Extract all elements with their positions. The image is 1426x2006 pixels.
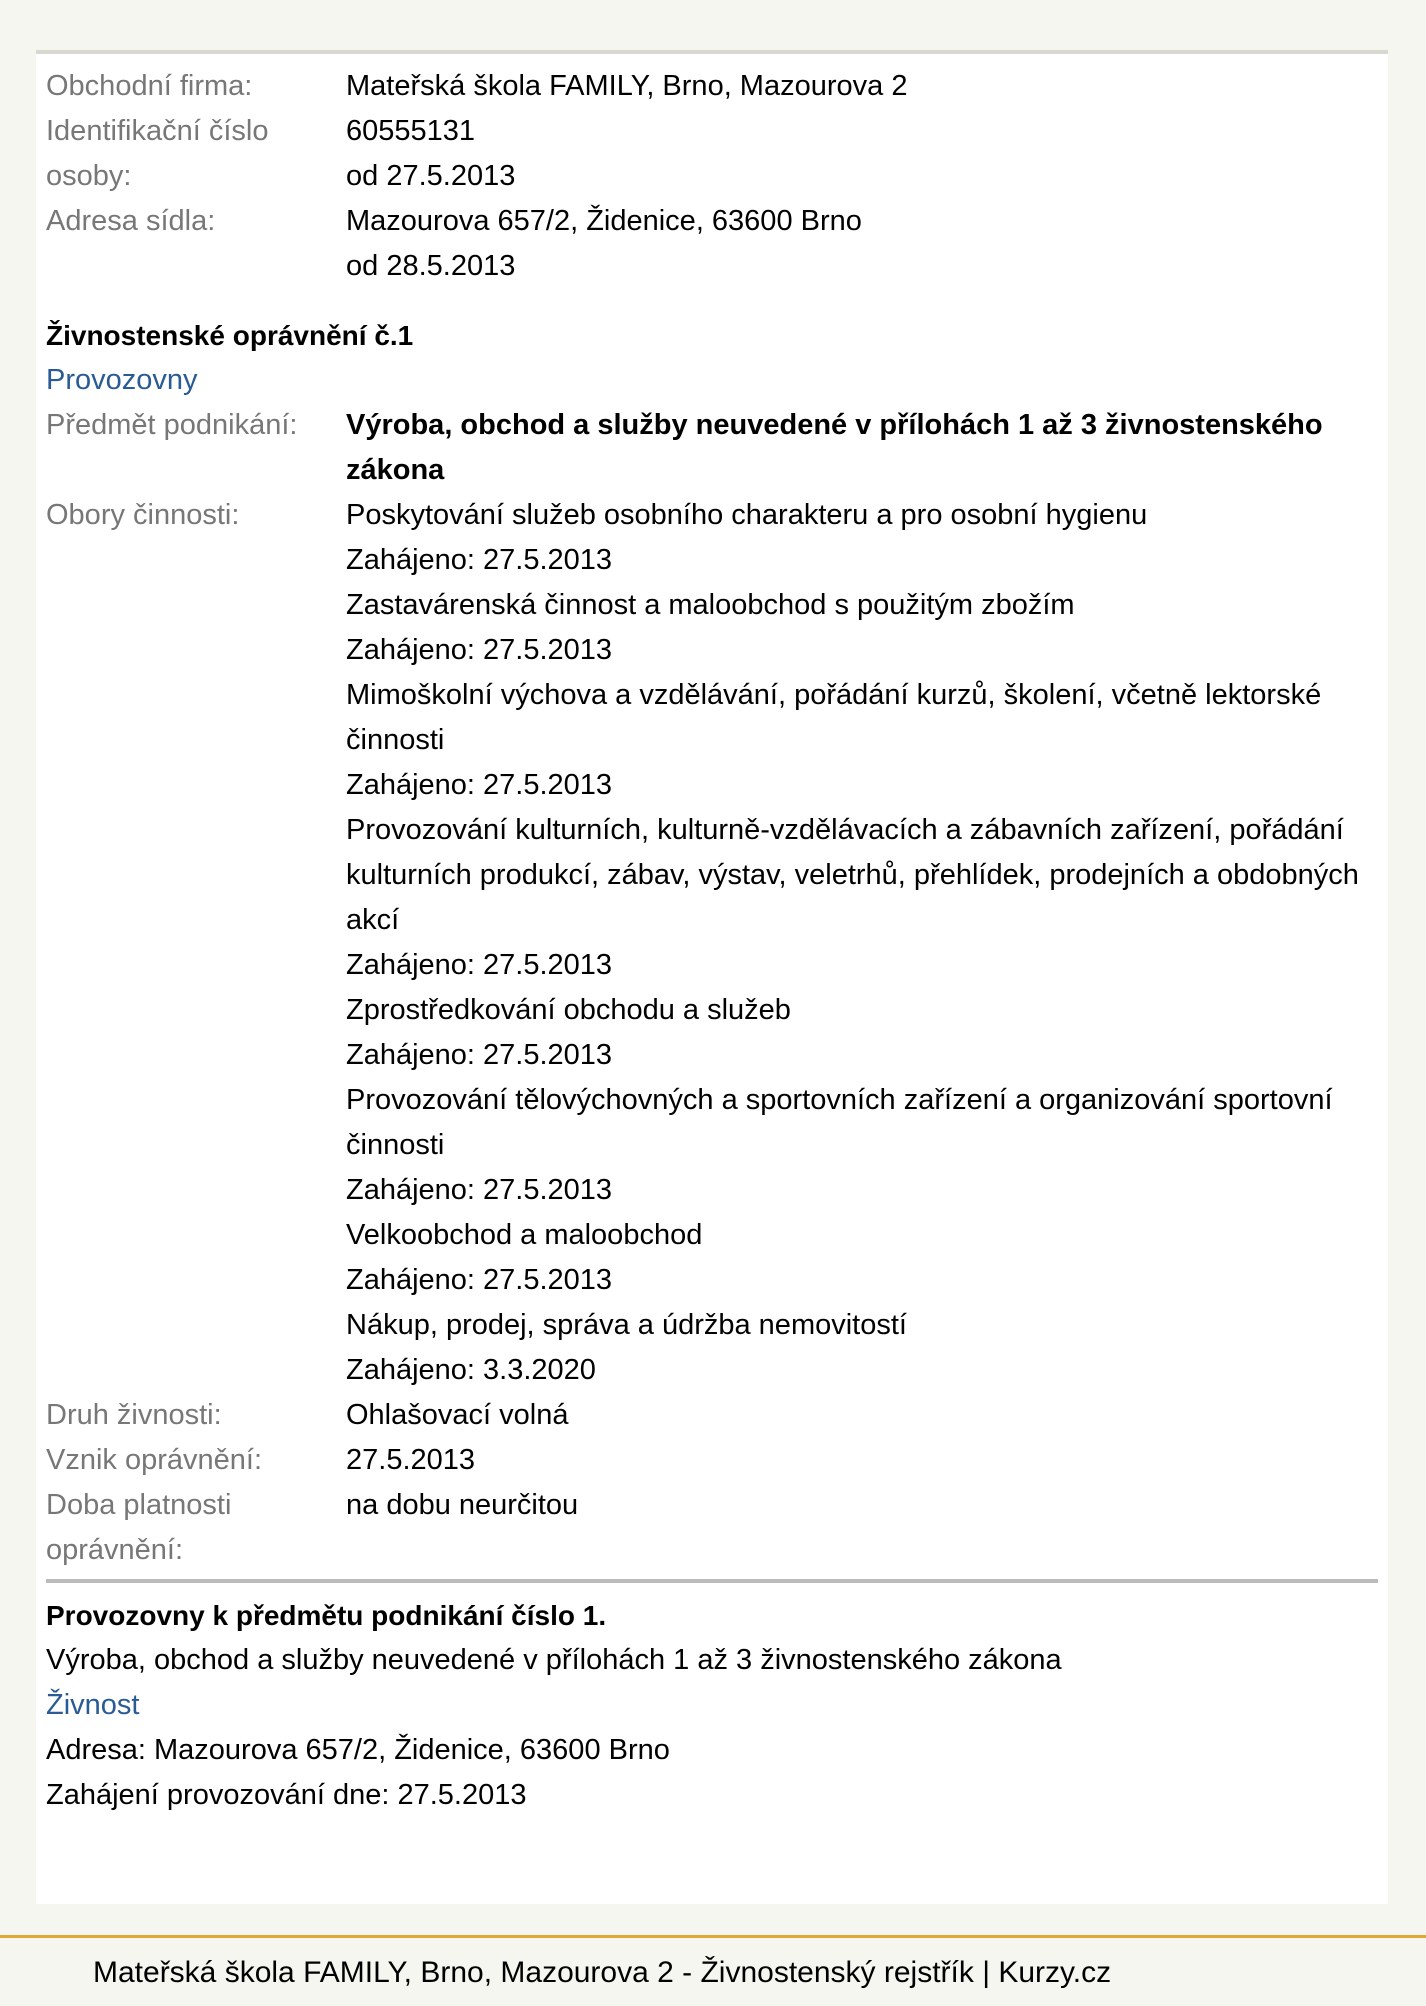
company-id-number: 60555131 xyxy=(346,115,476,147)
premises-link[interactable]: Provozovny xyxy=(46,364,198,396)
identity-table xyxy=(46,64,1378,289)
validity-value: na dobu neurčitou xyxy=(346,1489,579,1521)
origin-label: Vznik oprávnění: xyxy=(46,1444,263,1476)
subject-label: Předmět podnikání: xyxy=(46,409,298,441)
field-item: Poskytování služeb osobního charakteru a pro osobní hygienu xyxy=(346,499,1148,531)
premises-heading: Provozovny k předmětu podnikání číslo 1. xyxy=(46,1600,607,1631)
field-item: Mimoškolní výchova a vzdělávání, pořádání kurzů, školení, včetně lektorské činnosti xyxy=(346,679,1322,756)
field-start-date: Zahájeno: 27.5.2013 xyxy=(346,949,613,981)
field-start-date: Zahájeno: 27.5.2013 xyxy=(346,634,613,666)
footer-text: Mateřská škola FAMILY, Brno, Mazourova 2 - Živnostenský rejstřík | Kurzy.cz xyxy=(93,1956,1112,1989)
register-panel xyxy=(36,50,1388,1904)
premises-address: Adresa: Mazourova 657/2, Židenice, 63600 Brno xyxy=(46,1734,670,1766)
field-item: Nákup, prodej, správa a údržba nemovitostí xyxy=(346,1309,907,1341)
field-item: Provozování tělovýchovných a sportovních zařízení a organizování sportovní činnosti xyxy=(346,1084,1333,1161)
field-item: Velkoobchod a maloobchod xyxy=(346,1219,703,1251)
address-since: od 28.5.2013 xyxy=(346,250,516,282)
address-text: Mazourova 657/2, Židenice, 63600 Brno xyxy=(346,205,862,237)
field-start-date: Zahájeno: 27.5.2013 xyxy=(346,544,613,576)
field-item: Zprostředkování obchodu a služeb xyxy=(346,994,791,1026)
kind-label: Druh živnosti: xyxy=(46,1399,222,1431)
register-content xyxy=(36,54,1388,1818)
company-name-text: Mateřská škola FAMILY, Brno, Mazourova 2 xyxy=(346,70,908,102)
trade-link[interactable]: Živnost xyxy=(46,1689,140,1721)
company-id-since: od 27.5.2013 xyxy=(346,160,516,192)
validity-label: Doba platnosti oprávnění: xyxy=(46,1489,232,1566)
field-start-date: Zahájeno: 27.5.2013 xyxy=(346,1039,613,1071)
field-start-date: Zahájeno: 3.3.2020 xyxy=(346,1354,596,1386)
field-start-date: Zahájeno: 27.5.2013 xyxy=(346,1174,613,1206)
fields-list xyxy=(346,493,1378,1393)
license-table xyxy=(46,403,1378,1573)
kind-value: Ohlašovací volná xyxy=(346,1399,569,1431)
premises-start: Zahájení provozování dne: 27.5.2013 xyxy=(46,1779,527,1811)
field-item: Zastavárenská činnost a maloobchod s použitým zbožím xyxy=(346,589,1075,621)
premises-subject: Výroba, obchod a služby neuvedené v přílohách 1 až 3 živnostenského zákona xyxy=(46,1644,1062,1676)
field-item: Provozování kulturních, kulturně-vzdělávacích a zábavních zařízení, pořádání kulturních produkcí, zábav, výstav, veletrhů, přehlídek, prodejních a obdobných akcí xyxy=(346,814,1359,936)
license-heading: Živnostenské oprávnění č.1 xyxy=(46,320,414,351)
fields-label: Obory činnosti: xyxy=(46,499,240,531)
address-label: Adresa sídla: xyxy=(46,205,216,237)
footer-rule xyxy=(0,1935,1426,1938)
section-divider xyxy=(46,1579,1378,1583)
subject-value: Výroba, obchod a služby neuvedené v přílohách 1 až 3 živnostenského zákona xyxy=(346,409,1323,486)
company-name-label: Obchodní firma: xyxy=(46,70,253,102)
company-id-label: Identifikační číslo osoby: xyxy=(46,115,269,192)
company-name-value xyxy=(346,64,1378,109)
address-value xyxy=(346,199,1378,289)
origin-value: 27.5.2013 xyxy=(346,1444,476,1476)
field-start-date: Zahájeno: 27.5.2013 xyxy=(346,1264,613,1296)
company-id-value xyxy=(346,109,1378,199)
field-start-date: Zahájeno: 27.5.2013 xyxy=(346,769,613,801)
